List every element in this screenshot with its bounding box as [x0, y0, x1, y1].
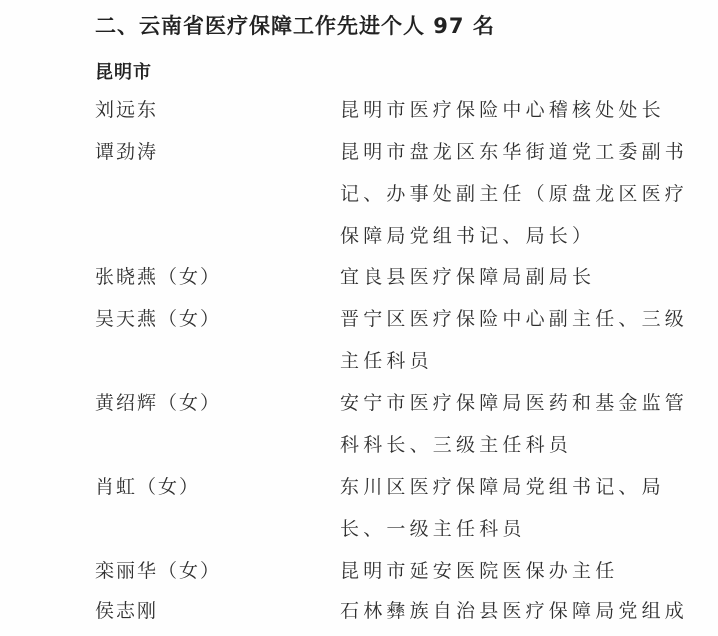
- title-line: 宜良县医疗保障局副局长: [340, 266, 596, 288]
- person-title: [340, 550, 700, 592]
- person-title: [340, 298, 700, 382]
- person-title: [340, 466, 700, 550]
- person-name: 肖虹（女）: [95, 476, 201, 498]
- person-title: [340, 382, 700, 466]
- title-line: 石林彝族自治县医疗保障局党组成: [340, 600, 689, 622]
- title-line: 长、一级主任科员: [340, 518, 526, 540]
- title-line: 保障局党组书记、局长）: [340, 225, 596, 247]
- title-line: 安宁市医疗保障局医药和基金监管: [340, 392, 689, 414]
- person-name: 侯志刚: [95, 600, 159, 622]
- person-title: [340, 256, 700, 298]
- person-title: [340, 89, 700, 131]
- person-name: 黄绍辉（女）: [95, 392, 222, 414]
- section-heading: 二、云南省医疗保障工作先进个人 97 名: [95, 14, 495, 38]
- title-line: 科科长、三级主任科员: [340, 434, 573, 456]
- title-line: 记、办事处副主任（原盘龙区医疗: [340, 183, 689, 205]
- title-line: 东川区医疗保障局党组书记、局: [340, 476, 665, 498]
- title-line: 主任科员: [340, 350, 433, 372]
- person-title: [340, 590, 700, 632]
- person-name: 吴天燕（女）: [95, 308, 222, 330]
- person-name: 栾丽华（女）: [95, 560, 222, 582]
- title-line: 昆明市盘龙区东华街道党工委副书: [340, 141, 689, 163]
- title-line: 晋宁区医疗保险中心副主任、三级: [340, 308, 689, 330]
- person-name: 刘远东: [95, 99, 159, 121]
- city-label: 昆明市: [95, 62, 152, 83]
- title-line: 昆明市医疗保险中心稽核处处长: [340, 99, 665, 121]
- person-name: 谭劲涛: [95, 141, 159, 163]
- title-line: 昆明市延安医院医保办主任: [340, 560, 619, 582]
- person-title: [340, 131, 700, 257]
- person-name: 张晓燕（女）: [95, 266, 222, 288]
